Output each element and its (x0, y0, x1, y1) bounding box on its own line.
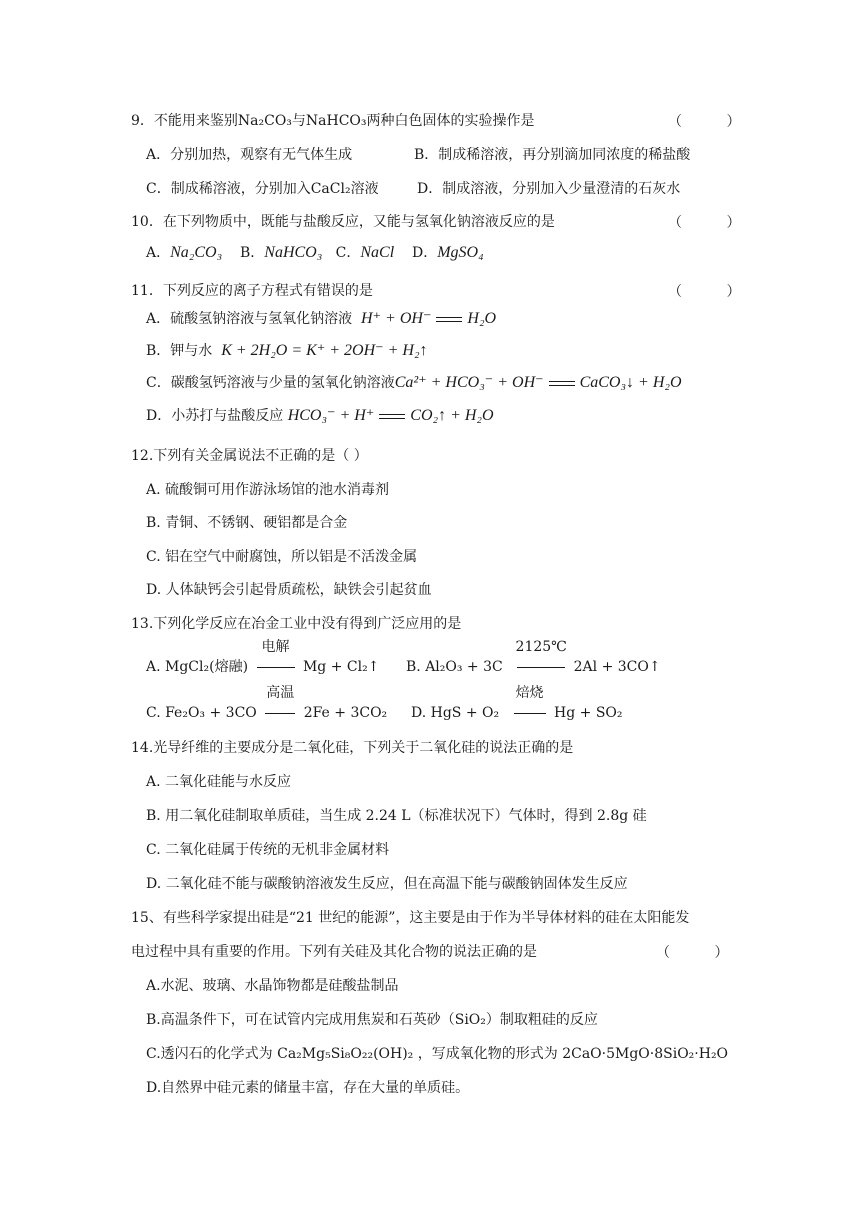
option-12b: B. 青铜、不锈钢、硬铝都是合金 (146, 515, 348, 531)
option-13a (146, 639, 380, 677)
option-13d-left: D. HgS + O₂ (411, 705, 500, 721)
option-14c: C. 二氧化硅属于传统的无机非金属材料 (146, 842, 390, 858)
equals-sign (436, 317, 462, 322)
condition-label: 高温 (266, 685, 295, 701)
equals-sign (549, 381, 575, 386)
option-13c-right: 2Fe + 3CO₂ (303, 705, 388, 721)
reaction-condition (515, 639, 567, 677)
option-11b-eq: K + 2H₂O = K⁺ + 2OH⁻ + H₂↑ (221, 342, 428, 359)
reaction-condition (265, 685, 295, 723)
option-13d-right: Hg + SO₂ (554, 705, 623, 721)
reaction-arrow (257, 667, 295, 668)
condition-label: 电解 (261, 639, 290, 655)
option-11a-eq-left: H⁺ + OH⁻ (361, 310, 432, 327)
option-9c: C．制成稀溶液，分别加入CaCl₂溶液 (146, 181, 379, 197)
question-11-stem: 11．下列反应的离子方程式有错误的是 (131, 283, 373, 299)
option-10b-label: B． (239, 245, 265, 261)
option-10a-label: A． (146, 245, 171, 261)
answer-paren-11: （ ） (668, 284, 741, 300)
option-13a-right: Mg + Cl₂↑ (302, 659, 380, 675)
option-11b (146, 341, 428, 361)
option-11b-text: B．钾与水 (146, 343, 213, 359)
option-14b: B. 用二氧化硅制取单质硅，当生成 2.24 L（标准状况下）气体时，得到 2.8g 硅 (146, 808, 647, 824)
option-11d-text: D．小苏打与盐酸反应 (146, 408, 284, 424)
option-10-row (146, 243, 484, 263)
option-10a-formula: Na₂CO₃ (170, 244, 223, 261)
option-11c (146, 373, 682, 393)
reaction-condition (514, 685, 546, 723)
option-9a: A．分别加热，观察有无气体生成 (146, 147, 353, 163)
option-13c-left: C. Fe₂O₃ + 3CO (146, 705, 257, 721)
option-14d: D. 二氧化硅不能与碳酸钠溶液发生反应，但在高温下能与碳酸钠固体发生反应 (146, 876, 628, 892)
option-9b: B．制成稀溶液，再分别滴加同浓度的稀盐酸 (414, 147, 691, 163)
option-11d-eq-left: HCO₃⁻ + H⁺ (287, 407, 375, 424)
option-12c: C. 铝在空气中耐腐蚀，所以铝是不活泼金属 (146, 549, 418, 565)
question-9-stem: 9．不能用来鉴别Na₂CO₃与NaHCO₃两种白色固体的实验操作是 (131, 113, 535, 129)
option-15c: C.透闪石的化学式为 Ca₂Mg₅Si₈O₂₂(OH)₂ ，写成氧化物的形式为 2CaO·5MgO·8SiO₂·H₂O (146, 1046, 729, 1062)
option-13b-left: B. Al₂O₃ + 3C (406, 659, 503, 675)
option-11c-eq-left: Ca²⁺ + HCO₃⁻ + OH⁻ (394, 374, 544, 391)
option-13c (146, 685, 388, 723)
option-11d (146, 406, 494, 426)
question-15-stem-line2: 电过程中具有重要的作用。下列有关硅及其化合物的说法正确的是 (131, 944, 537, 960)
option-15b: B.高温条件下，可在试管内完成用焦炭和石英砂（SiO₂）制取粗硅的反应 (146, 1012, 598, 1028)
option-11c-eq-right: CaCO₃↓ + H₂O (579, 374, 682, 391)
answer-paren-10: （ ） (668, 215, 741, 231)
question-15-stem-line1: 15、有些科学家提出硅是“21 世纪的能源”，这主要是由于作为半导体材料的硅在太阳能发 (131, 910, 690, 926)
question-14-stem: 14.光导纤维的主要成分是二氧化硅，下列关于二氧化硅的说法正确的是 (131, 740, 574, 756)
option-10c-formula: NaCl (360, 244, 395, 261)
reaction-arrow (265, 713, 295, 714)
reaction-arrow (517, 667, 565, 668)
answer-paren-15: （ ） (656, 945, 729, 961)
option-11a-text: A．硫酸氢钠溶液与氢氧化钠溶液 (146, 311, 353, 327)
option-13b (406, 639, 661, 677)
question-13-stem: 13.下列化学反应在冶金工业中没有得到广泛应用的是 (131, 616, 462, 632)
answer-paren-9: （ ） (668, 114, 741, 130)
condition-label: 2125℃ (515, 639, 567, 655)
option-11d-eq-right: CO₂↑ + H₂O (410, 407, 494, 424)
option-13d (411, 685, 623, 723)
option-10d-label: D． (411, 245, 438, 261)
option-10d-formula: MgSO₄ (437, 244, 484, 261)
option-11a (146, 309, 496, 329)
question-12-stem: 12.下列有关金属说法不正确的是（ ） (131, 448, 368, 464)
reaction-arrow (514, 713, 546, 714)
option-11a-eq-right: H₂O (467, 310, 497, 327)
reaction-condition (257, 639, 295, 677)
option-14a: A. 二氧化硅能与水反应 (146, 774, 292, 790)
option-15a: A.水泥、玻璃、水晶饰物都是硅酸盐制品 (146, 978, 399, 994)
condition-label: 焙烧 (515, 685, 544, 701)
equals-sign (379, 414, 405, 419)
option-13a-left: A. MgCl₂(熔融) (146, 659, 249, 675)
option-12a: A. 硫酸铜可用作游泳场馆的池水消毒剂 (146, 482, 390, 498)
option-15d: D.自然界中硅元素的储量丰富，存在大量的单质硅。 (146, 1080, 470, 1096)
option-12d: D. 人体缺钙会引起骨质疏松，缺铁会引起贫血 (146, 582, 432, 598)
option-10c-label: C． (335, 245, 361, 261)
option-13b-right: 2Al + 3CO↑ (573, 659, 661, 675)
question-10-stem: 10．在下列物质中，既能与盐酸反应，又能与氢氧化钠溶液反应的是 (131, 214, 555, 230)
option-9d: D．制成溶液，分别加入少量澄清的石灰水 (417, 181, 681, 197)
option-10b-formula: NaHCO₃ (264, 244, 323, 261)
option-11c-text: C．碳酸氢钙溶液与少量的氢氧化钠溶液 (146, 375, 395, 391)
